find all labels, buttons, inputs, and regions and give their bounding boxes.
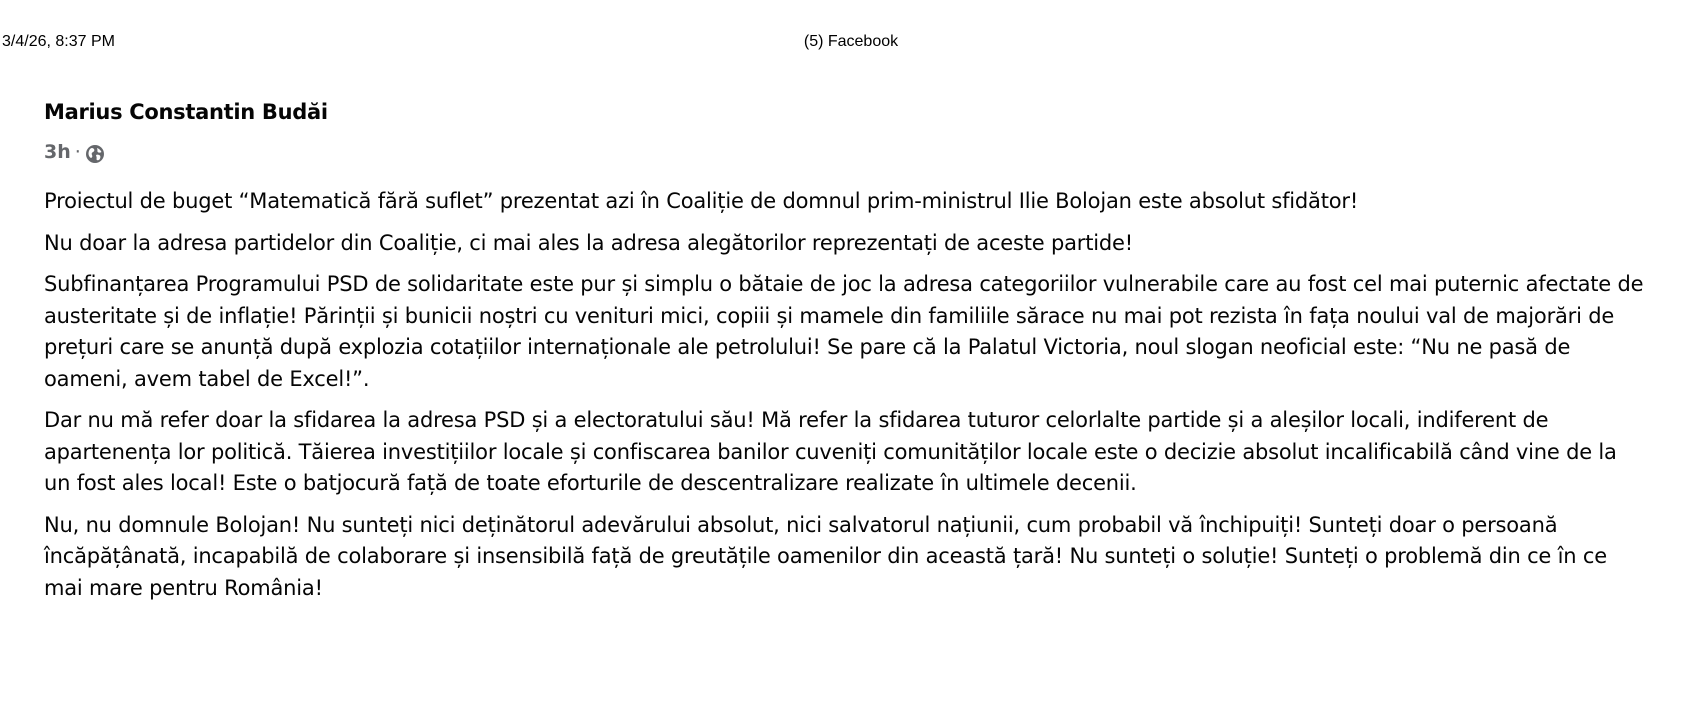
- print-header: [0, 0, 1702, 60]
- print-datetime: 3/4/26, 8:37 PM: [2, 33, 115, 50]
- post-paragraph-4: Dar nu mă refer doar la sfidarea la adresa PSD și a electoratului său! Mă refer la sfidarea tuturor celorlalte partide și a aleșilor locali, indiferent de apartenența lor politică. Tăierea investițiilor locale și confiscarea banilor cuveniți comunităților locale este o decizie absolut incalificabilă când vine de la un fost ales local! Este o batjocură față de toate eforturile de descentralizare realizate în ultimele decenii.: [44, 408, 1617, 495]
- post-paragraph-5: Nu, nu domnule Bolojan! Nu sunteți nici deținătorul adevărului absolut, nici salvatorul națiunii, cum probabil vă închipuiți! Sunteți doar o persoană încăpățânată, incapabilă de colaborare și insensibilă față de greutățile oamenilor din această țară! Nu sunteți o soluție! Sunteți o problemă din ce în ce mai mare pentru România!: [44, 512, 1607, 600]
- post-author-name[interactable]: Marius Constantin Budăi: [44, 100, 328, 124]
- globe-icon[interactable]: [85, 144, 105, 164]
- meta-separator: ·: [74, 141, 81, 163]
- post-paragraph-3: Subfinanțarea Programului PSD de solidaritate este pur și simplu o bătaie de joc la adresa categoriilor vulnerabile care au fost cel mai puternic afectate de austeritate și de inflație! Părinții și bunicii noștri cu venituri mici, copiii și mamele din familiile sărace nu mai pot rezista în fața noului val de majorări de prețuri care se anunță după explozia cotațiilor internaționale ale petrolului! Se pare că la Palatul Victoria, noul slogan neoficial este: “Nu ne pasă de oameni, avem tabel de Excel!”.: [44, 272, 1644, 391]
- post-meta: [44, 140, 1644, 164]
- post-paragraph-2: Nu doar la adresa partidelor din Coaliție, ci mai ales la adresa alegătorilor reprezentați de aceste partide!: [44, 230, 1133, 255]
- facebook-post: [44, 100, 1644, 614]
- post-body: [44, 186, 1644, 604]
- post-paragraph-1: Proiectul de buget “Matematică fără suflet” prezentat azi în Coaliție de domnul prim-ministrul Ilie Bolojan este absolut sfidător!: [44, 189, 1359, 213]
- post-timestamp[interactable]: 3h: [44, 141, 71, 163]
- print-page-title: (5) Facebook: [803, 33, 899, 50]
